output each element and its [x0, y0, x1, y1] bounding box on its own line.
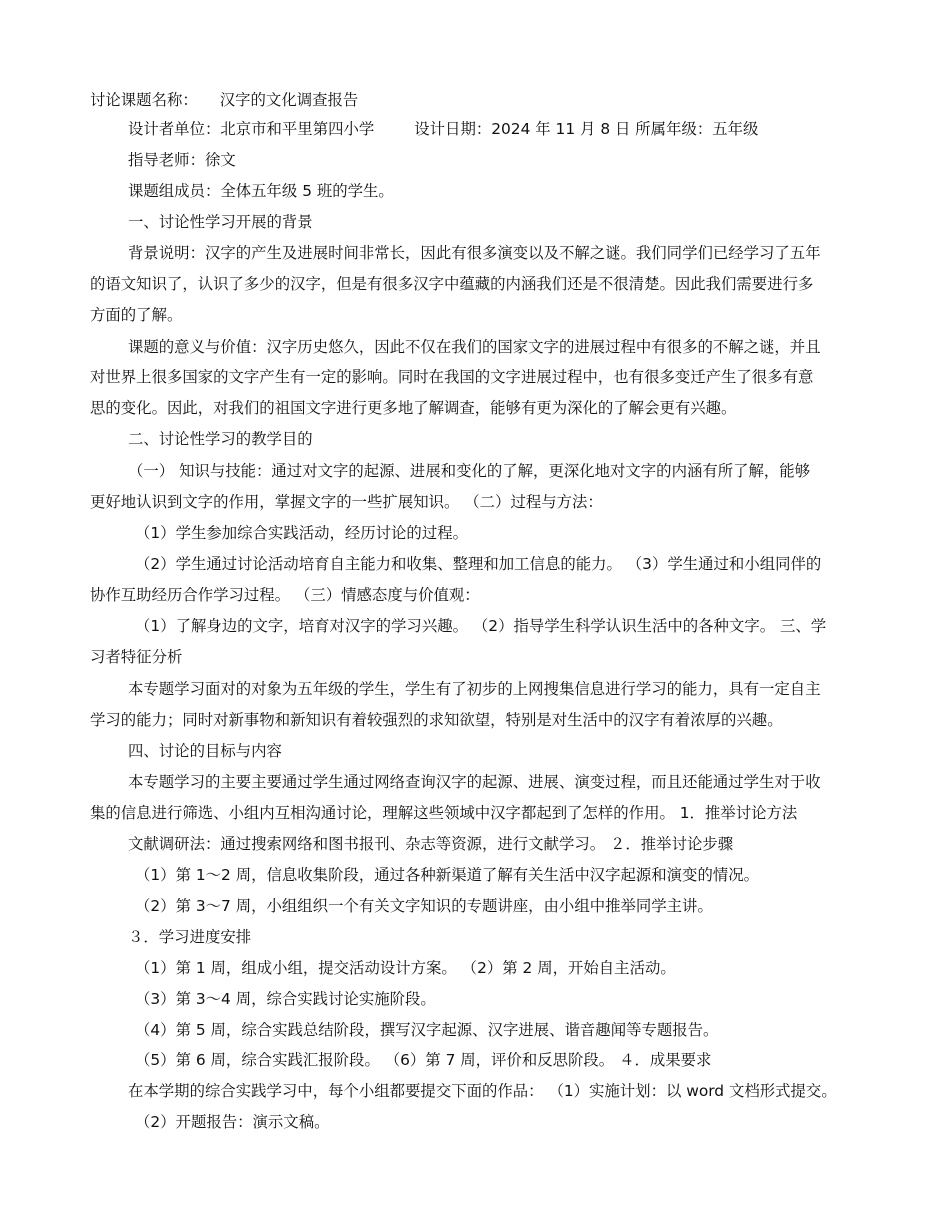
paragraph-line: 本专题学习面对的对象为五年级的学生，学生有了初步的上网搜集信息进行学习的能力，具有一定自主 — [128, 680, 821, 698]
paragraph-line: 集的信息进行筛选、小组内互相沟通讨论，理解这些领域中汉字都起到了怎样的作用。 1．推举讨论方法 — [90, 804, 798, 822]
paragraph-line: 方面的了解。 — [90, 306, 183, 324]
list-item: （1）第 1～2 周，信息收集阶段，通过各种新渠道了解有关生活中汉字起源和演变的情况。 — [135, 866, 760, 884]
paragraph-line: 背景说明：汉字的产生及进展时间非常长，因此有很多演变以及不解之谜。我们同学们已经学习了五年 — [128, 244, 821, 262]
paragraph-line: 学习的能力；同时对新事物和新知识有着较强烈的求知欲望，特别是对生活中的汉字有着浓厚的兴趣。 — [90, 711, 783, 729]
section-heading-objectives: 四、讨论的目标与内容 — [128, 742, 282, 760]
list-item: （4）第 5 周，综合实践总结阶段，撰写汉字起源、汉字进展、谐音趣闻等专题报告。 — [135, 1021, 719, 1039]
section-heading-background: 一、讨论性学习开展的背景 — [128, 213, 313, 231]
paragraph-line: 习者特征分析 — [90, 648, 183, 666]
list-item: （2）第 3～7 周，小组组织一个有关文字知识的专题讲座，由小组中推举同学主讲。 — [135, 897, 713, 915]
paragraph-line: 的语文知识了，认识了多少的汉字，但是有很多汉字中蕴藏的内涵我们还是不很清楚。因此我们需要进行多 — [90, 275, 814, 293]
group-members: 课题组成员：全体五年级 5 班的学生。 — [128, 182, 394, 200]
section-heading-goals: 二、讨论性学习的教学目的 — [128, 430, 313, 448]
topic-title-label: 讨论课题名称： — [90, 91, 198, 109]
advisor: 指导老师：徐文 — [128, 151, 236, 169]
paragraph-line: 本专题学习的主要主要通过学生通过网络查询汉字的起源、进展、演变过程，而且还能通过学生对于收 — [128, 773, 821, 791]
paragraph-line: 文献调研法：通过搜索网络和图书报刊、杂志等资源，进行文献学习。 ２．推举讨论步骤 — [128, 835, 734, 853]
list-item: （3）第 3～4 周，综合实践讨论实施阶段。 — [135, 990, 436, 1008]
paragraph-line: 课题的意义与价值：汉字历史悠久，因此不仅在我们的国家文字的进展过程中有很多的不解之谜，并且 — [128, 338, 821, 356]
design-date-grade: 设计日期：2024 年 11 月 8 日 所属年级：五年级 — [414, 120, 759, 138]
list-item: （1）学生参加综合实践活动，经历讨论的过程。 — [135, 524, 468, 542]
sub-heading: ３．学习进度安排 — [128, 928, 252, 946]
designer-unit: 设计者单位：北京市和平里第四小学 — [128, 120, 375, 138]
paragraph-line: 协作互助经历合作学习过程。 （三）情感态度与价值观： — [90, 586, 480, 604]
paragraph-line: 在本学期的综合实践学习中，每个小组都要提交下面的作品： （1）实施计划：以 word 文档形式提交。 — [128, 1082, 837, 1100]
list-item: （2）学生通过讨论活动培育自主能力和收集、整理和加工信息的能力。 （3）学生通过和小组同伴的 — [135, 555, 822, 573]
list-item: （1）了解身边的文字，培育对汉字的学习兴趣。 （2）指导学生科学认识生活中的各种文字。 三、学 — [135, 617, 827, 635]
list-item: （1）第 1 周，组成小组，提交活动设计方案。 （2）第 2 周，开始自主活动。 — [135, 959, 676, 977]
paragraph-line: 对世界上很多国家的文字产生有一定的影响。同时在我国的文字进展过程中，也有很多变迁产生了很多有意 — [90, 368, 814, 386]
paragraph-line: 思的变化。因此，对我们的祖国文字进行更多地了解调查，能够有更为深化的了解会更有兴趣。 — [90, 399, 737, 417]
paragraph-line: （一） 知识与技能：通过对文字的起源、进展和变化的了解，更深化地对文字的内涵有所了解，能够 — [128, 462, 811, 480]
paragraph-line: 更好地认识到文字的作用，掌握文字的一些扩展知识。 （二）过程与方法： — [90, 493, 603, 511]
list-item: （2）开题报告：演示文稿。 — [135, 1113, 330, 1131]
topic-title-value: 汉字的文化调查报告 — [219, 91, 359, 109]
designer-date-line — [128, 118, 758, 140]
topic-title-line — [90, 89, 358, 111]
list-item: （5）第 6 周，综合实践汇报阶段。 （6）第 7 周，评价和反思阶段。 ４．成果要求 — [135, 1051, 712, 1069]
